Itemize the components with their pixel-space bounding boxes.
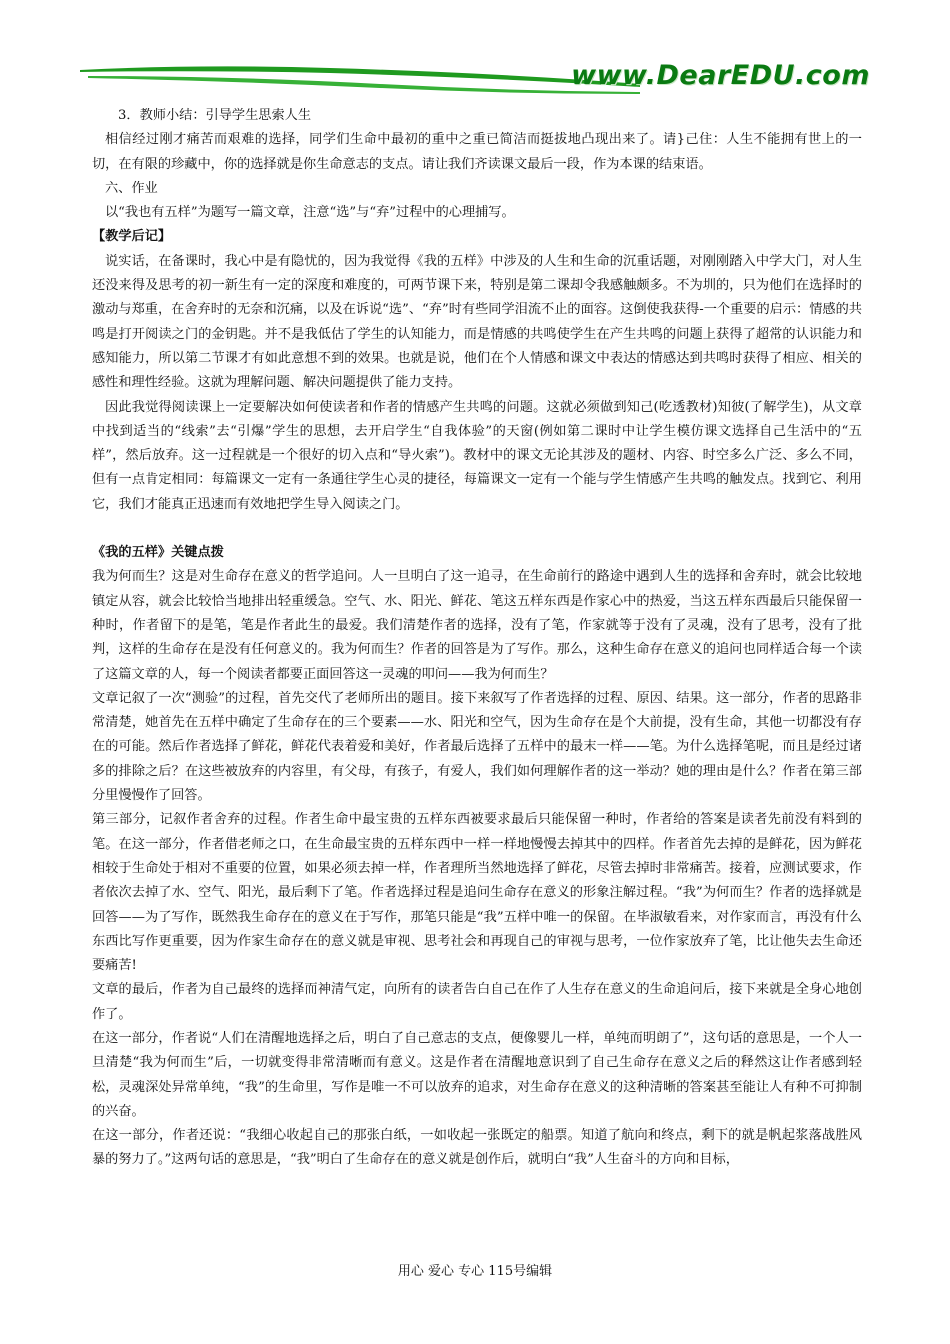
key-points-heading: 《我的五样》关键点拨 <box>92 545 224 561</box>
page-footer: 用心 爱心 专心 115号编辑 <box>397 1264 553 1279</box>
section-gap <box>92 517 862 541</box>
postscript-paragraph-1: 说实话，在备课时，我心中是有隐忧的，因为我觉得《我的五样》中涉及的人生和生命的沉重话题，对刚刚踏入中学大门，对人生还没来得及思考的初一新生有一定的深度和难度的，可两节课下来，特别是第二课却令我感触颇多。不为圳的，只为他们在选择时的激动与郑重，在舍弃时的无奈和沉痛，以及在诉说“选”、“弃”时有些同学泪流不止的面容。这倒使我获得-一个重要的启示：情感的共鸣是打开阅读之门的金钥匙。并不是我低估了学生的认知能力，而是情感的共鸣使学生在产生共鸣的问题上获得了超常的认识能力和感知能力，所以第二节课才有如此意想不到的效果。也就是说，他们在个人情感和课文中表达的情感达到共鸣时获得了相应、相关的感性和理性经验。这就为理解问题、解决问题提供了能力支持。 <box>92 253 862 391</box>
key-points-paragraph-4: 文章的最后，作者为自己最终的选择而神清气定，向所有的读者告白自己在作了人生存在意义的生命追问后，接下来就是全身心地创作了。 <box>92 982 862 1022</box>
postscript-paragraph-2: 因此我觉得阅读课上一定要解决如何使读者和作者的情感产生共鸣的问题。这就必须做到知己(吃透教材)知彼(了解学生)，从文章中找到适当的“线索”去“引爆”学生的思想，去开启学生“自我体验”的天窗(例如第二课时中让学生模仿课文选择自己生活中的“五样”，然后放弃。这一过程就是一个很好的切入点和“导火索”)。教材中的课文无论其涉及的题材、内容、时空多么广泛、多么不同，但有一点肯定相同：每篇课文一定有一条通往学生心灵的捷径，每篇课文一定有一个能与学生情感产生共鸣的触发点。找到它、利用它，我们才能真正迅速而有效地把学生导入阅读之门。 <box>92 399 862 512</box>
swoosh-icon <box>80 56 640 102</box>
key-points-paragraph-3: 第三部分，记叙作者舍弃的过程。作者生命中最宝贵的五样东西被要求最后只能保留一种时，作者给的答案是读者先前没有料到的笔。在这一部分，作者借老师之口，在生命最宝贵的五样东西中一样一样地慢慢去掉其中的四样。作者首先去掉的是鲜花，因为鲜花相较于生命处于相对不重要的位置，如果必须去掉一样，作者理所当然地选择了鲜花，尽管去掉时非常痛苦。接着，应测试要求，作者依次去掉了水、空气、阳光，最后剩下了笔。作者选择过程是追问生命存在意义的形象注解过程。“我”为何而生？作者的选择就是回答——为了写作，既然我生命存在的意义在于写作，那笔只能是“我”五样中唯一的保留。在毕淑敏看来，对作家而言，再没有什么东西比写作更重要，因为作家生命存在的意义就是审视、思考社会和再现自己的审视与思考，一位作家放弃了笔，比让他失去生命还要痛苦! <box>92 812 862 974</box>
summary-paragraph: 相信经过刚才痛苦而艰难的选择，同学们生命中最初的重中之重已简洁而挺拔地凸现出来了。请}己住：人生不能拥有世上的一切，在有限的珍藏中，你的选择就是你生命意志的支点。请让我们齐读课文最后一段，作为本课的结束语。 <box>92 132 862 172</box>
key-points-paragraph-5: 在这一部分，作者说“人们在清醒地选择之后，明白了自己意志的支点，便像婴儿一样，单纯而明朗了”，这句话的意思是，一个人一旦清楚“我为何而生”后，一切就变得非常清晰而有意义。这是作者在清醒地意识到了自己生命存在意义之后的释然这让作者感到轻松，灵魂深处异常单纯，“我”的生命里，写作是唯一不可以放弃的追求，对生命存在意义的这种清晰的答案甚至能让人有种不可抑制的兴奋。 <box>92 1030 862 1119</box>
key-points-paragraph-1: 我为何而生？这是对生命存在意义的哲学追问。人一旦明白了这一追寻，在生命前行的路途中遇到人生的选择和舍弃时，就会比较地镇定从容，就会比较恰当地排出轻重缓急。空气、水、阳光、鲜花、笔这五样东西是作家心中的热爱，当这五样东西最后只能保留一种时，作者留下的是笔，笔是作者此生的最爱。我们清楚作者的选择，没有了笔，作家就等于没有了灵魂，没有了思考，没有了批判，这样的生命存在是没有任何意义的。我为何而生？作者的回答是为了写作。那么，这种生命存在意义的追问也同样适合每一个读了这篇文章的人，每一个阅读者都要正面回答这一灵魂的叩问——我为何而生？ <box>92 569 862 682</box>
document-body <box>92 104 862 1173</box>
key-points-paragraph-6: 在这一部分，作者还说：“我细心收起自己的那张白纸，一如收起一张既定的船票。知道了航向和终点，剩下的就是帆起浆落战胜风暴的努力了。”这两句话的意思是，“我”明白了生命存在的意义就是创作后，就明白“我”人生奋斗的方向和目标， <box>92 1128 862 1168</box>
site-header <box>80 56 870 102</box>
key-points-paragraph-2: 文章记叙了一次“测验”的过程，首先交代了老师所出的题目。接下来叙写了作者选择的过程、原因、结果。这一部分，作者的思路非常清楚，她首先在五样中确定了生命存在的三个要素——水、阳光和空气，因为生命存在是个大前提，没有生命，其他一切都没有存在的可能。然后作者选择了鲜花，鲜花代表着爱和美好，作者最后选择了五样中的最末一样——笔。为什么选择笔呢，而且是经过诸多的排除之后？在这些被放弃的内容里，有父母，有孩子，有爱人，我们如何理解作者的这一举动？她的理由是什么？作者在第三部分里慢慢作了回答。 <box>92 690 862 804</box>
postscript-heading: 【教学后记】 <box>92 229 172 245</box>
site-logo[interactable]: www.DearEDU.com <box>571 60 870 91</box>
homework-heading: 六、作业 <box>105 180 158 196</box>
homework-paragraph: 以“我也有五样”为题写一篇文章，注意“选”与“弃”过程中的心理捕写。 <box>105 205 515 221</box>
teacher-summary-heading: 3．教师小结：引导学生思索人生 <box>118 108 312 123</box>
